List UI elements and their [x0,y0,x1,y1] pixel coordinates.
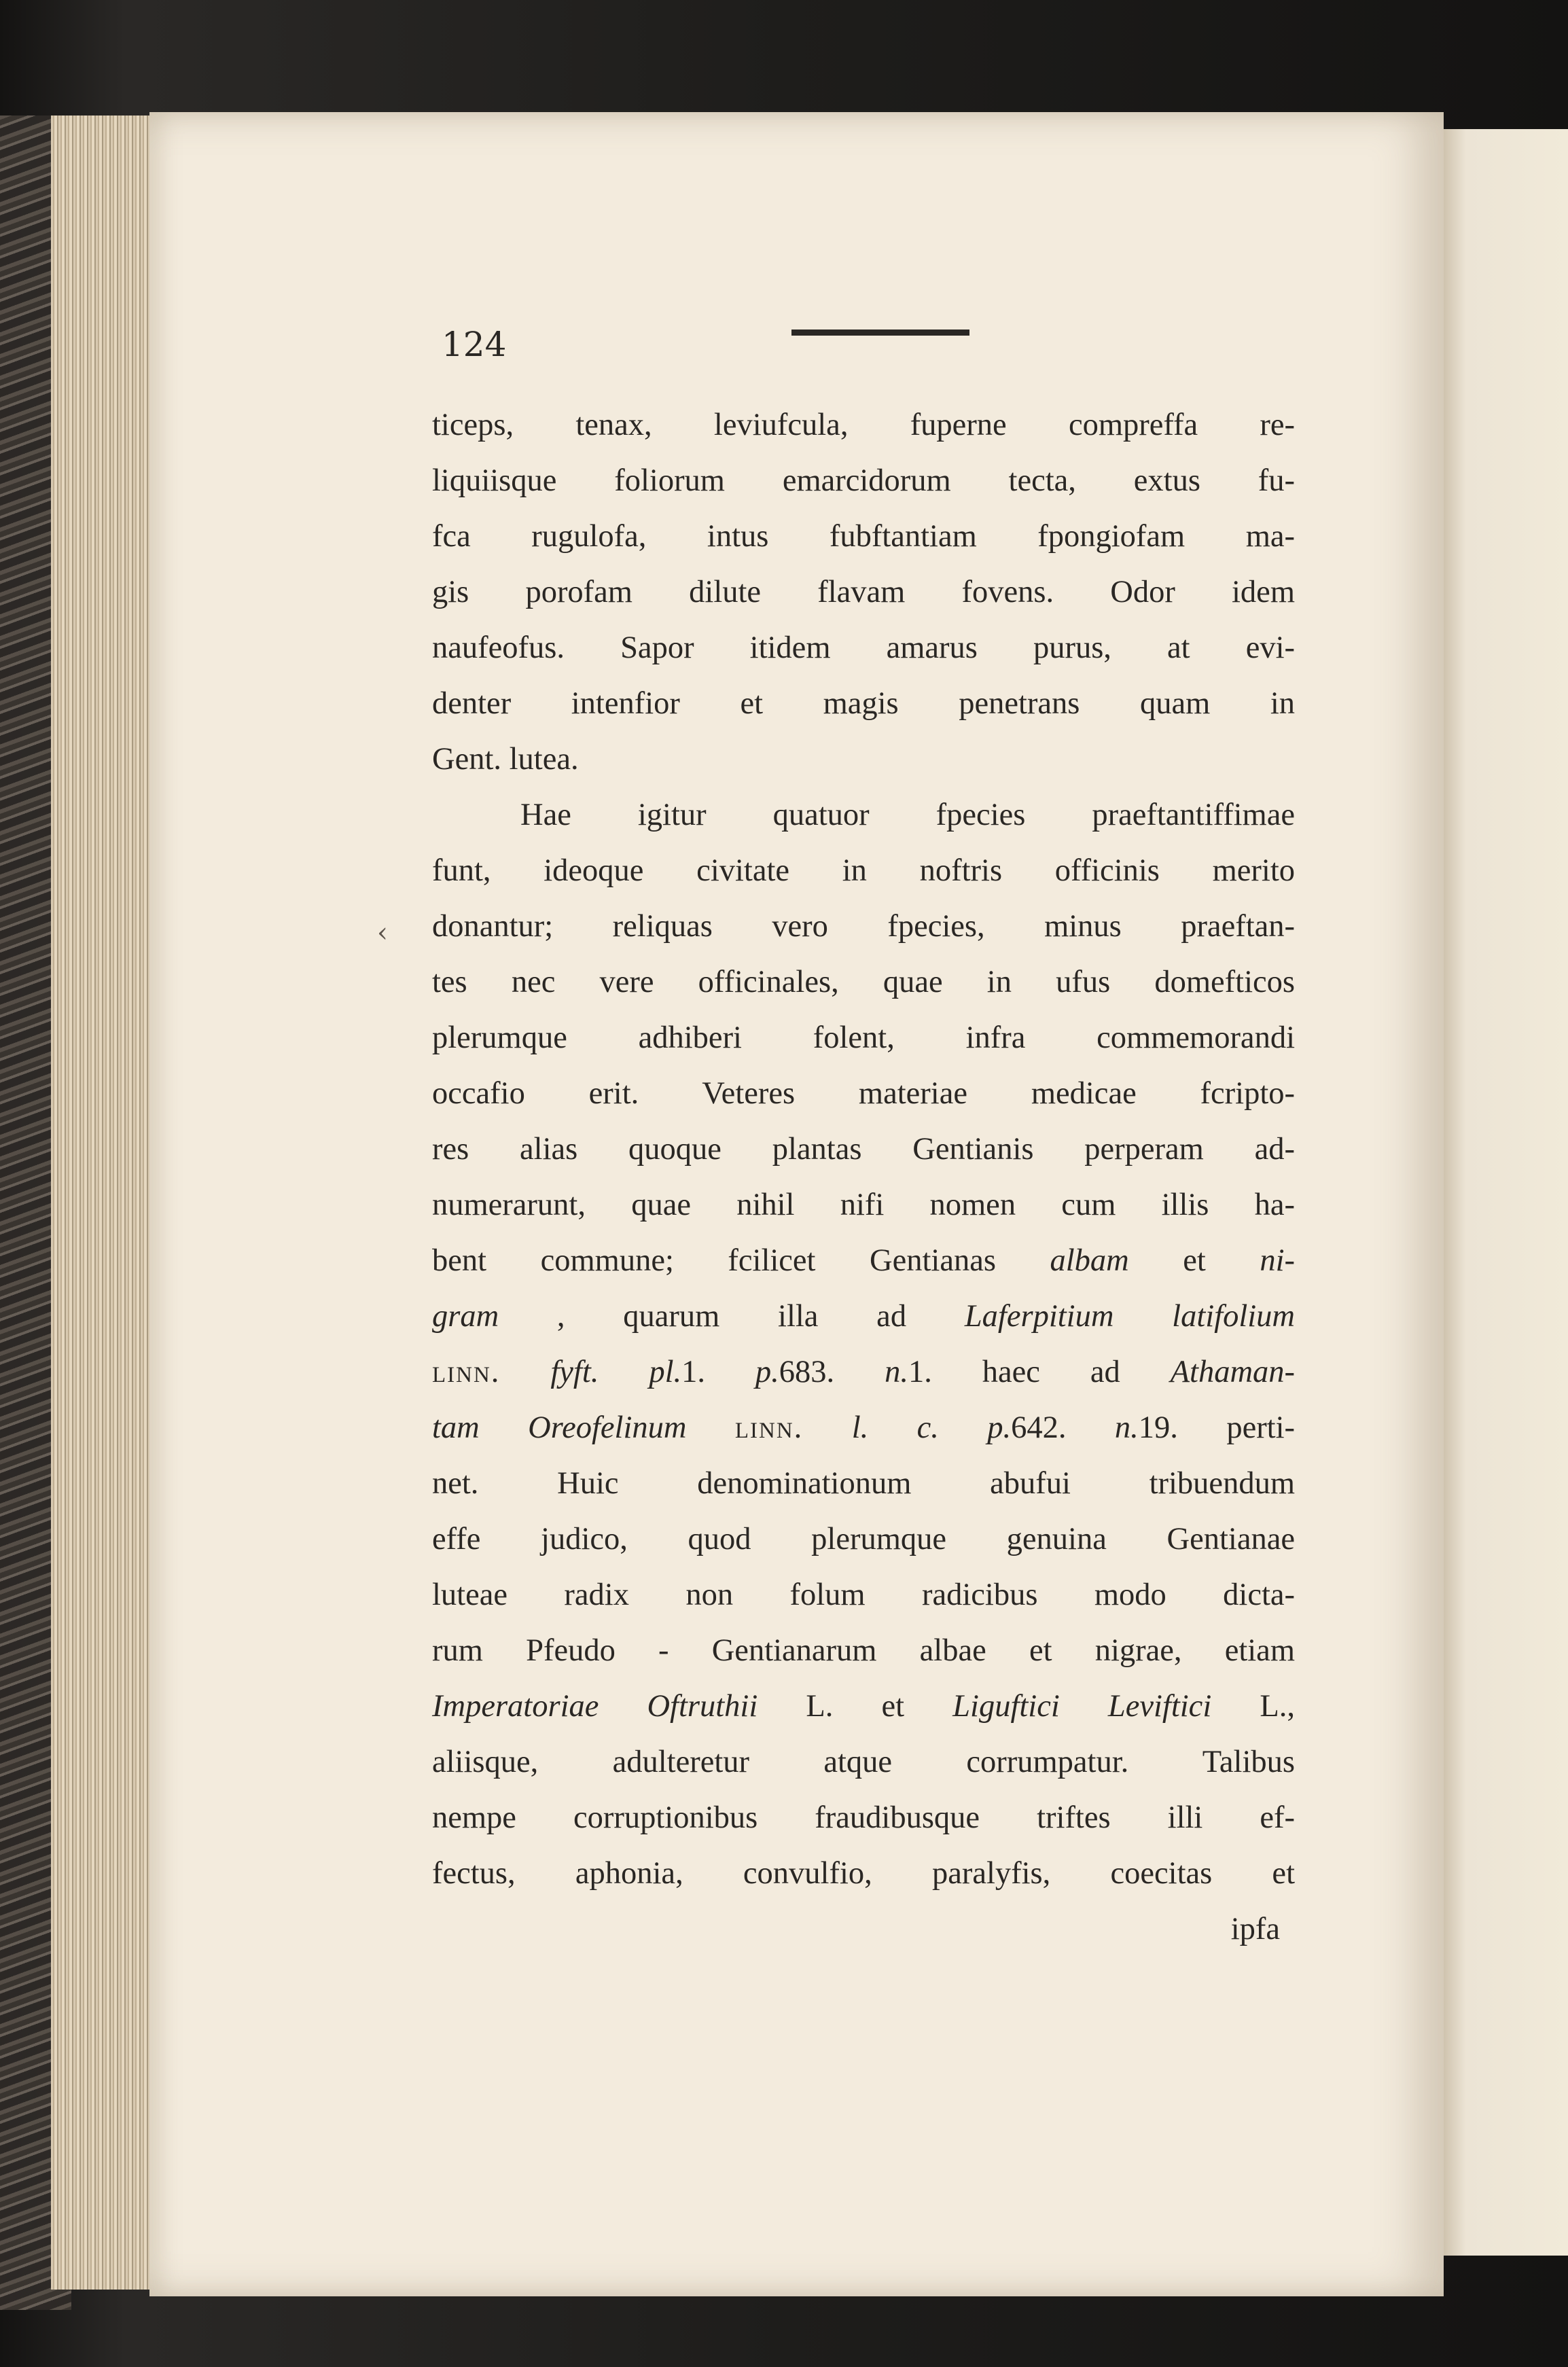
text-line: naufeofus. Sapor itidem amarus purus, at evi- [432,630,1295,665]
text-line: Gent. lutea. [432,742,579,777]
header-rule [791,330,969,336]
text-line: bent commune; fcilicet Gentianas albam et ni- [432,1243,1296,1278]
text-line: fca rugulofa, intus fubftantiam fpongiofam ma- [432,519,1295,554]
text-line: tes nec vere officinales, quae in ufus domefticos [432,965,1295,999]
text-line: gram , quarum illa ad Laferpitium latifolium [432,1299,1295,1334]
adjacent-page [1444,129,1568,2256]
text-line: luteae radix non folum radicibus modo dicta- [432,1578,1295,1612]
margin-mark: ‹ [377,917,388,948]
text-line: nempe corruptionibus fraudibusque triftes illi ef- [432,1800,1295,1835]
text-line: linn. fyft. pl.1. p.683. n.1. haec ad Athaman- [432,1355,1296,1389]
text-line: funt, ideoque civitate in noftris officinis merito [432,853,1295,888]
text-line: rum Pfeudo - Gentianarum albae et nigrae, etiam [432,1633,1295,1668]
text-line: gis porofam dilute flavam fovens. Odor idem [432,575,1295,609]
text-line: Hae igitur quatuor fpecies praeftantiffimae [520,798,1295,832]
body-text [432,397,1295,1957]
text-line: denter intenfior et magis penetrans quam in [432,686,1295,721]
text-line: Imperatoriae Oftruthii L. et Liguftici Leviftici L., [432,1689,1296,1724]
page-number: 124 [442,325,507,364]
text-line: tam Oreofelinum linn. l. c. p.642. n.19. perti- [432,1410,1296,1445]
text-line: ticeps, tenax, leviufcula, fuperne compreffa re- [432,408,1295,442]
text-line: net. Huic denominationum abufui tribuendum [432,1466,1295,1501]
text-line: plerumque adhiberi folent, infra commemorandi [432,1020,1295,1055]
text-line: liquiisque foliorum emarcidorum tecta, extus fu- [432,463,1295,498]
text-line: res alias quoque plantas Gentianis perperam ad- [432,1132,1295,1167]
text-line: effe judico, quod plerumque genuina Gentianae [432,1522,1295,1556]
catchword: ipfa [1230,1912,1280,1946]
text-line: aliisque, adulteretur atque corrumpatur. Talibus [432,1745,1295,1779]
text-line: donantur; reliquas vero fpecies, minus praeftan- [432,909,1295,944]
text-line: occafio erit. Veteres materiae medicae fcripto- [432,1076,1295,1111]
text-line: numerarunt, quae nihil nifi nomen cum illis ha- [432,1188,1295,1222]
text-line: fectus, aphonia, convulfio, paralyfis, coecitas et [432,1856,1295,1891]
